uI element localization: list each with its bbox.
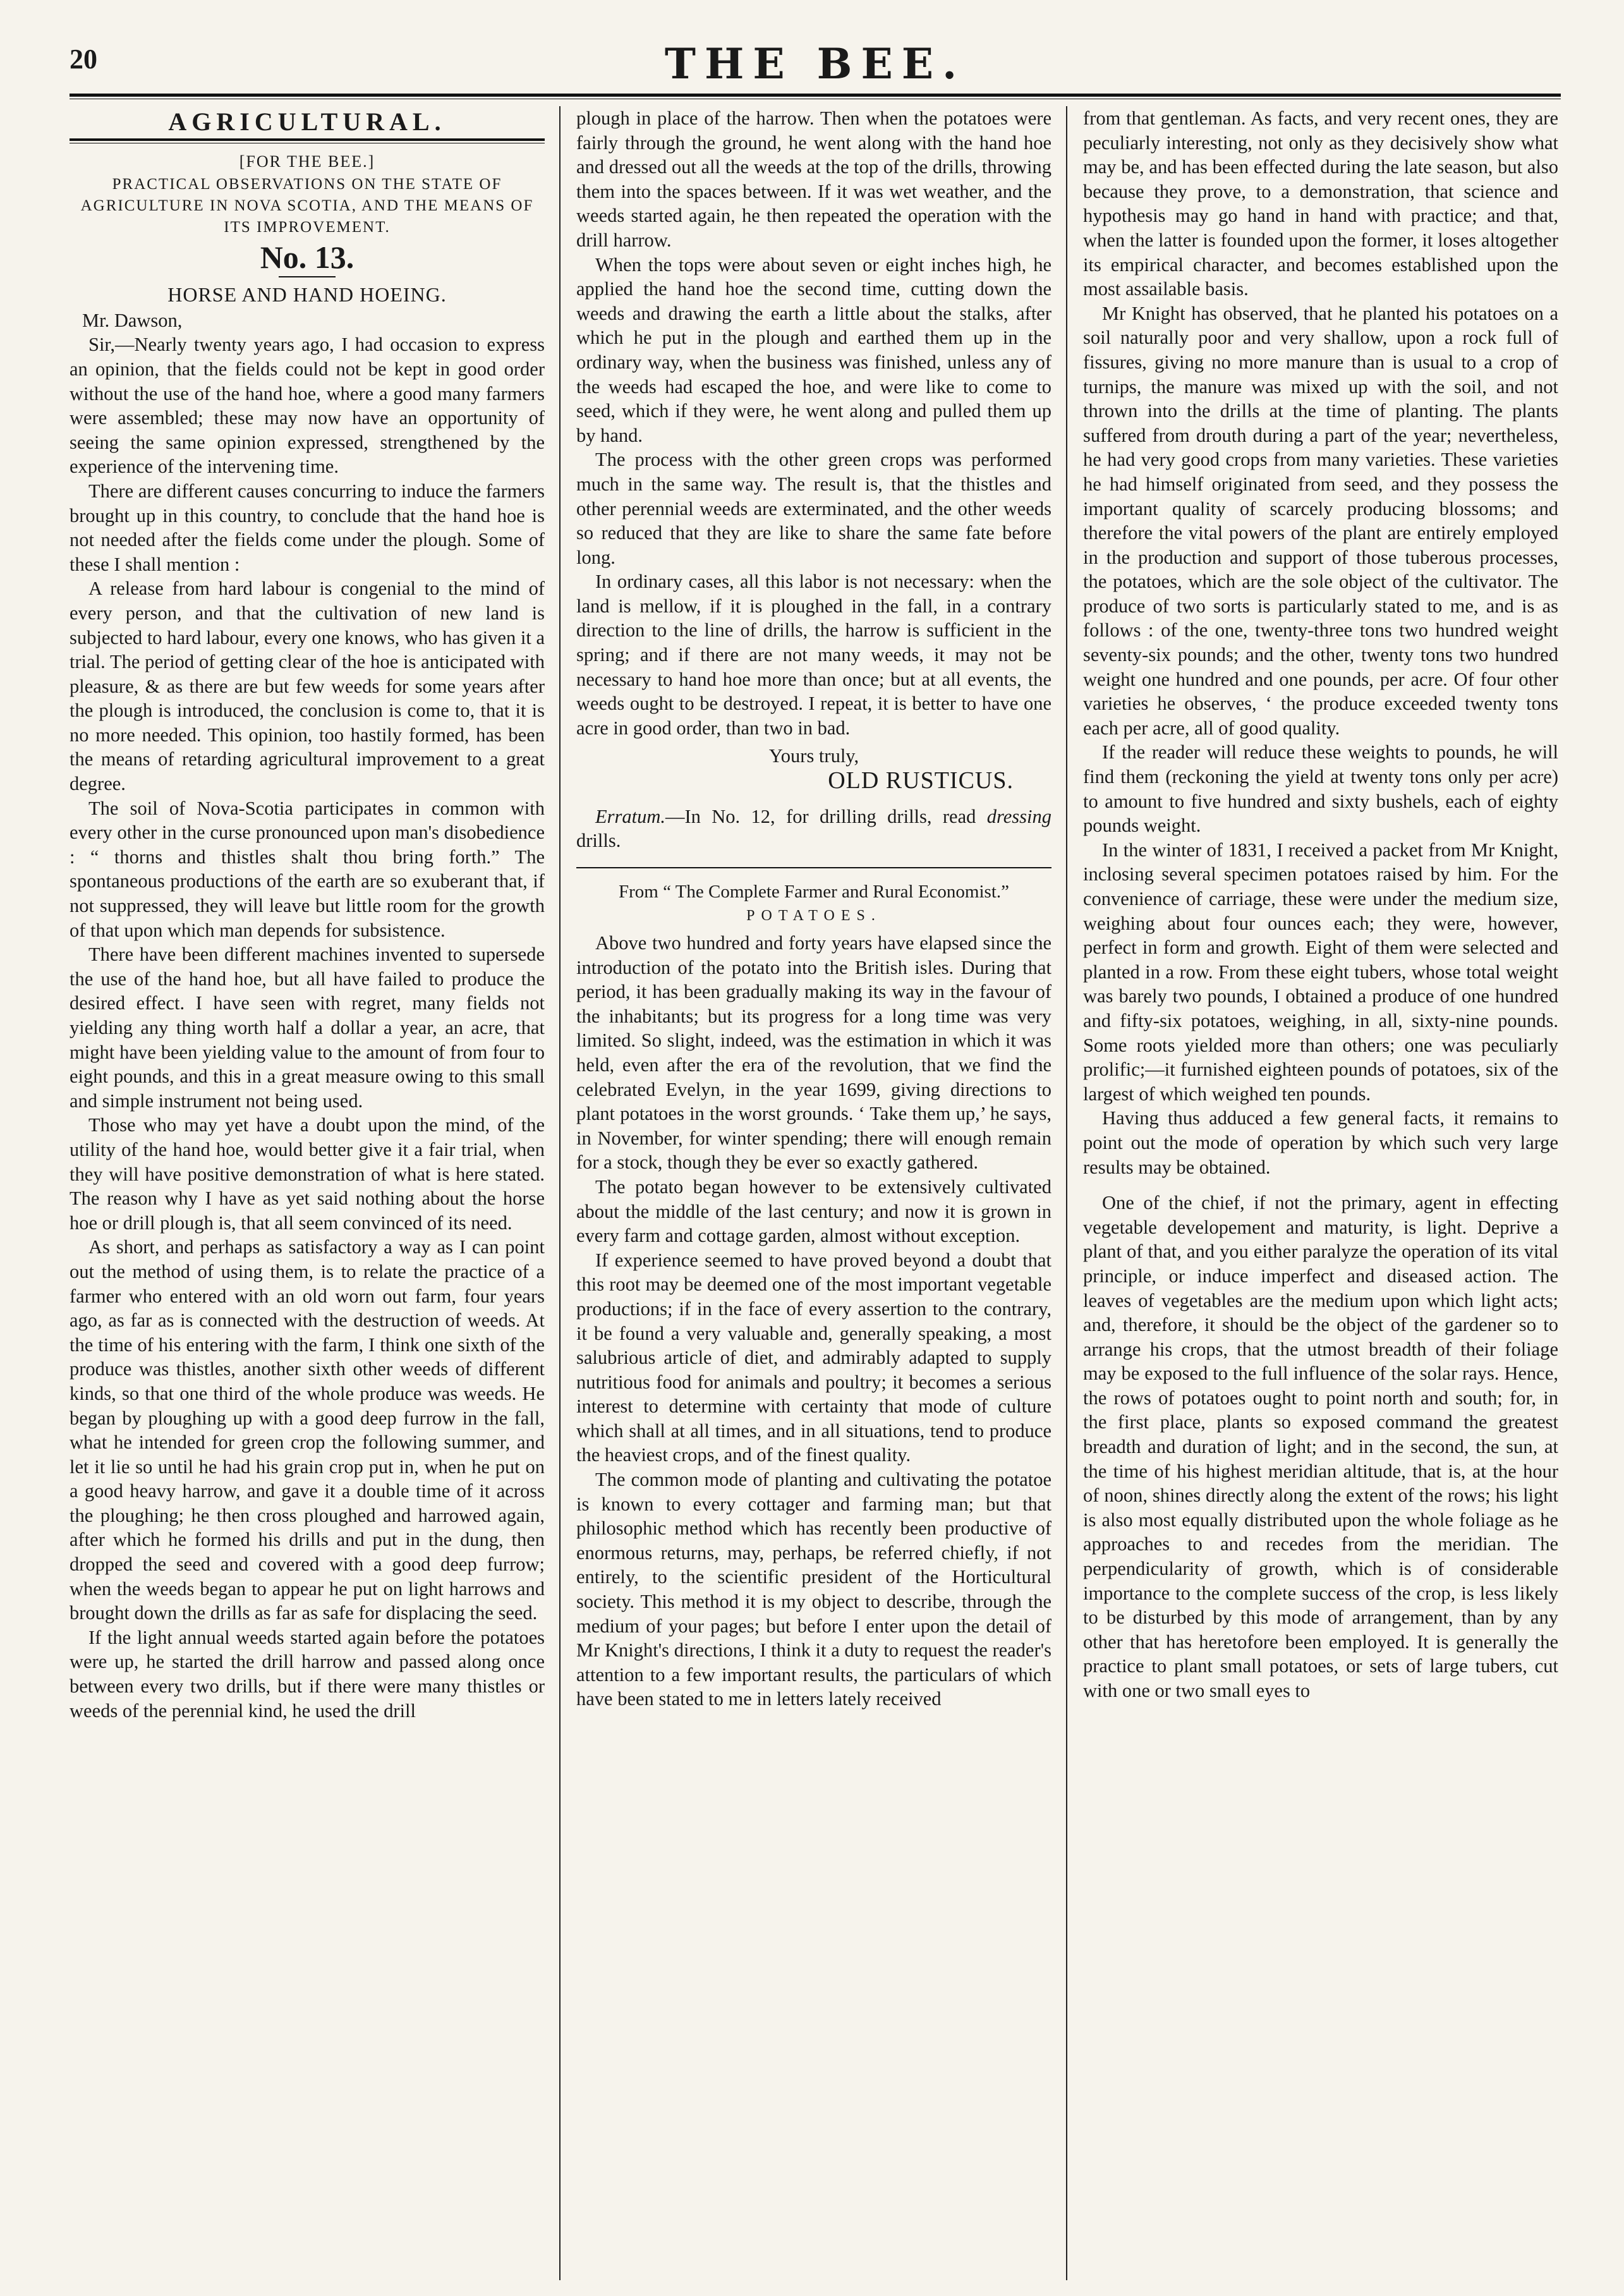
column-1 [70, 106, 545, 2280]
paragraph: There are different causes concurring to induce the farmers brought up in this country, to conclude that the hand hoe is not needed after the fields come under the plough. Some of these I shall mention : [70, 480, 545, 575]
erratum [576, 805, 1051, 853]
paragraph: plough in place of the harrow. Then when the potatoes were fairly through the ground, he went along with the hand hoe and dressed out all the weeds at the top of the drills, throwing them into the spaces between. If it was wet weather, and the weeds started again, he then repeated the operation with the drill harrow. [576, 107, 1051, 251]
paragraph: If experience seemed to have proved beyond a doubt that this root may be deemed one of the most important vegetable productions; if in the face of every assertion to the contrary, it be found a very valuable and, generally speaking, a most salubrious article of diet, and admirably adapted to supply nutritious food for animals and poultry; it becomes a serious interest to determine with certainty that mode of culture which shall at all times, and in all situations, tend to produce the heaviest crops, and of the finest quality. [576, 1249, 1051, 1466]
column-divider [559, 106, 561, 2280]
article-heading: POTATOES. [746, 908, 882, 925]
article-number: No. 13. [260, 240, 354, 276]
paragraph: Sir,—Nearly twenty years ago, I had occasion to express an opinion, that the fields could not be kept in good order without the use of the hand hoe, where a good many farmers were assembled; these may now have an opportunity of seeing the same opinion expressed, strengthened by the experience of the intervening time. [70, 334, 545, 478]
spacer [1083, 1179, 1558, 1191]
masthead-rule [70, 94, 1561, 99]
paragraph: One of the chief, if not the primary, agent in effecting vegetable developement and maturity, is light. Deprive a plant of that, and you either paralyze the operation of its vital principle, or induce imperfect and diseased action. The leaves of vegetables are the medium upon which light acts; and, therefore, it should be the object of the gardener so to arrange his crops, that the utmost breadth of their foliage may be exposed to the full influence of the solar rays. Hence, the rows of potatoes ought to point north and south; for, in the first place, plants so exposed command the greatest breadth and duration of light; and in the second, the sun, at the time of his highest meridian altitude, that is, at the hour of noon, shines directly along the extent of the rows; his light is also most equally distributed upon the whole foliage as he approaches to and recedes from the meridian. The perpendicularity of growth, which is of considerable importance to the complete success of the crop, is less likely to be disturbed by this mode of arrangement, than by any other that has heretofore been employed. It is generally the practice to plant small potatoes, or sets of large tubers, cut with one or two small eyes to [1083, 1192, 1558, 1701]
article-subhead: HORSE AND HAND HOEING. [167, 283, 447, 307]
erratum-text: —In No. 12, for drilling drills, read [665, 805, 987, 827]
column-3 [1083, 106, 1558, 2280]
salutation: Mr. Dawson, [82, 309, 183, 331]
paragraph: As short, and perhaps as satisfactory a way as I can point out the method of using them, is to relate the practice of a farmer who entered with an old worn out farm, four years ago, as far as is connected with the destruction of weeds. At the time of his entering with the farm, I think one sixth of the produce was thistles, another sixth other weeds of different kinds, so that one third of the whole produce was weeds. He began by ploughing up with a good deep furrow in the fall, what he intended for green crop the following summer, and let it lie so until he had his grain crop put in, when he put on a good heavy harrow, and gave it a double time of it across the ploughing; he then cross ploughed and harrowed again, after which he formed his drills and put in the dung, then dropped the seed and covered with a good deep furrow; when the weeds began to appear he put on light harrows and brought down the drills as far as safe for displacing the seed. [70, 1236, 545, 1624]
paragraph: Above two hundred and forty years have elapsed since the introduction of the potato into the British isles. During that period, it has been gradually making its way in the favour of the inhabitants; but its progress for a long time was very limited. So slight, indeed, was the estimation in which it was held, even after the era of the revolution, that we find the celebrated Evelyn, in the year 1699, giving directions to plant potatoes in the worst grounds. ‘ Take them up,’ he says, in November, for winter spending; there will enough remain for a stock, though they be ever so exactly gathered. [576, 932, 1051, 1174]
paragraph: The common mode of planting and cultivating the potatoe is known to every cottager and farming man; but that philosophic method which has recently been productive of enormous returns, may, perhaps, be referred chiefly, if not entirely, to the scientific president of the Horticultural society. This method it is my object to describe, through the medium of your pages; but before I enter upon the detail of Mr Knight's directions, I think it a duty to request the reader's attention to a few important results, the particulars of which have been stated to me in letters lately received [576, 1469, 1051, 1710]
paragraph: Having thus adduced a few general facts, it remains to point out the mode of operation by which such very large results may be obtained. [1083, 1107, 1558, 1178]
paragraph: If the reader will reduce these weights to pounds, he will find them (reckoning the yield at twenty tons only per acre) to amount to five hundred and sixty bushels, each of eighty pounds weight. [1083, 741, 1558, 837]
closing: Yours truly, [768, 745, 859, 767]
paragraph: The process with the other green crops was performed much in the same way. The result is, that the thistles and other perennial weeds are exterminated, and the other weeds so reduced that they are like to share the same fate before long. [576, 449, 1051, 568]
for-the-bee: [FOR THE BEE.] [239, 152, 375, 171]
signature: OLD RUSTICUS. [828, 767, 1014, 794]
paragraph: Those who may yet have a doubt upon the mind, of the utility of the hand hoe, would better give it a fair trial, when they will have positive demonstration of what is here stated. The reason why I have as yet said nothing about the horse hoe or drill plough is, that all seem convinced of its need. [70, 1114, 545, 1234]
masthead [70, 39, 1561, 97]
paragraph: In ordinary cases, all this labor is not necessary: when the land is mellow, if it is ploughed in the fall, in a contrary direction to the line of drills, the harrow is sufficient in the spring; and if there are not many weeds, it may not be necessary to hand hoe more than once; but at all events, the weeds ought to be destroyed. I repeat, it is better to have one acre in good order, than two in bad. [576, 571, 1051, 739]
paragraph: There have been different machines invented to supersede the use of the hand hoe, but all have failed to produce the desired effect. I have seen with regret, many fields not yielding any thing worth half a dollar a year, an acre, that might have been yielding value to the amount of from four to eight pounds, and this in a great measure owing to this small and simple instrument not being used. [70, 944, 545, 1112]
paragraph: The soil of Nova-Scotia participates in common with every other in the curse pronounced upon man's disobedience : “ thorns and thistles shalt thou bring forth.” The spontaneous productions of the earth are so exuberant that, if not suppressed, they will leave but little room for the growth of that upon which man depends for subsistence. [70, 797, 545, 941]
paragraph: A release from hard labour is congenial to the mind of every person, and that the cultivation of new land is subjected to hard labour, every one knows, who has given it a trial. The period of getting clear of the hoe is anticipated with pleasure, & as there are but few weeds for some years after the plough is introduced, the conclusion is come to, that it is no more needed. This opinion, too hastily formed, has been the means of retarding agricultural improvement to a great degree. [70, 578, 545, 795]
paper-title: THE BEE. [664, 39, 966, 88]
paragraph: from that gentleman. As facts, and very recent ones, they are peculiarly interesting, not only as they decisively show what may be, and has been effected during the late season, but also because they prove, to a demonstration, that science and hypothesis may go hand in hand with practice; and that, when the latter is founded upon the former, it loses altogether its empirical character, and becomes established upon the most assailable basis. [1083, 107, 1558, 300]
separator-rule [576, 867, 1051, 868]
paragraph: In the winter of 1831, I received a packet from Mr Knight, inclosing several specimen potatoes raised by him. For the convenience of carriage, these were under the medium size, weighing about four ounces each; they were, however, perfect in form and growth. Eight of them were selected and planted in a row. From these eight tubers, whose total weight was barely two pounds, I obtained a produce of one hundred and fifty-six potatoes, weighing, in all, sixty-nine pounds. Some roots yielded more than others; one was peculiarly prolific;—it furnished eighteen pounds of potatoes, six of the largest of which weighed ten pounds. [1083, 839, 1558, 1105]
series-title: PRACTICAL OBSERVATIONS ON THE STATE OF AGRICULTURE IN NOVA SCOTIA, AND THE MEANS OF ITS IMPROVEMENT. [80, 176, 534, 236]
erratum-text-end: drills. [576, 830, 621, 852]
paragraph: Mr Knight has observed, that he planted his potatoes on a soil naturally poor and very shallow, upon a rock full of fissures, giving no more manure than is usual to a crop of turnips, the manure was mixed up with the soil, and not thrown into the drills at the time of planting. The plants suffered from drouth during a part of the year; nevertheless, he had very good crops from many varieties. These varieties he had himself originated from seed, and they possess the important quality of scarcely producing blossoms; and therefore the vital powers of the plant are entirely employed in the production and support of those tuberous processes, the potatoes, which are the sole object of the cultivator. The produce of two sorts is particularly stated to me, and is as follows : of the one, twenty-three tons two hundred weight seventy-six pounds; and the other, twenty tons two hundred weight one hundred and one pounds, per acre. Of four other varieties he observes, ‘ the produce exceeded twenty tons each per acre, all of good quality. [1083, 302, 1558, 739]
page-number: 20 [70, 44, 97, 75]
section-title: AGRICULTURAL. [168, 107, 446, 136]
number-rule [279, 276, 336, 277]
column-2 [576, 106, 1051, 2280]
paragraph: When the tops were about seven or eight inches high, he applied the hand hoe the second time, cutting down the weeds and drawing the earth a little about the stalks, after which he put in the plough and earthed them up in the ordinary way, when the business was finished, unless any of the weeds had escaped the hoe, and were like to come to seed, which if they were, he went along and pulled them up by hand. [576, 253, 1051, 446]
paragraph: If the light annual weeds started again before the potatoes were up, he started the drill harrow and passed along once between every two drills, but if there were many thistles or weeds of the perennial kind, he used the drill [70, 1626, 545, 1722]
paragraph: The potato began however to be extensively cultivated about the middle of the last century; and now it is grown in every farm and cottage garden, almost without exception. [576, 1175, 1051, 1247]
section-rule [70, 138, 545, 143]
column-divider [1066, 106, 1067, 2280]
source-line: From “ The Complete Farmer and Rural Economist.” [619, 881, 1009, 902]
erratum-italic: dressing [986, 805, 1051, 827]
spacer [576, 793, 1051, 805]
erratum-label: Erratum. [595, 805, 665, 827]
